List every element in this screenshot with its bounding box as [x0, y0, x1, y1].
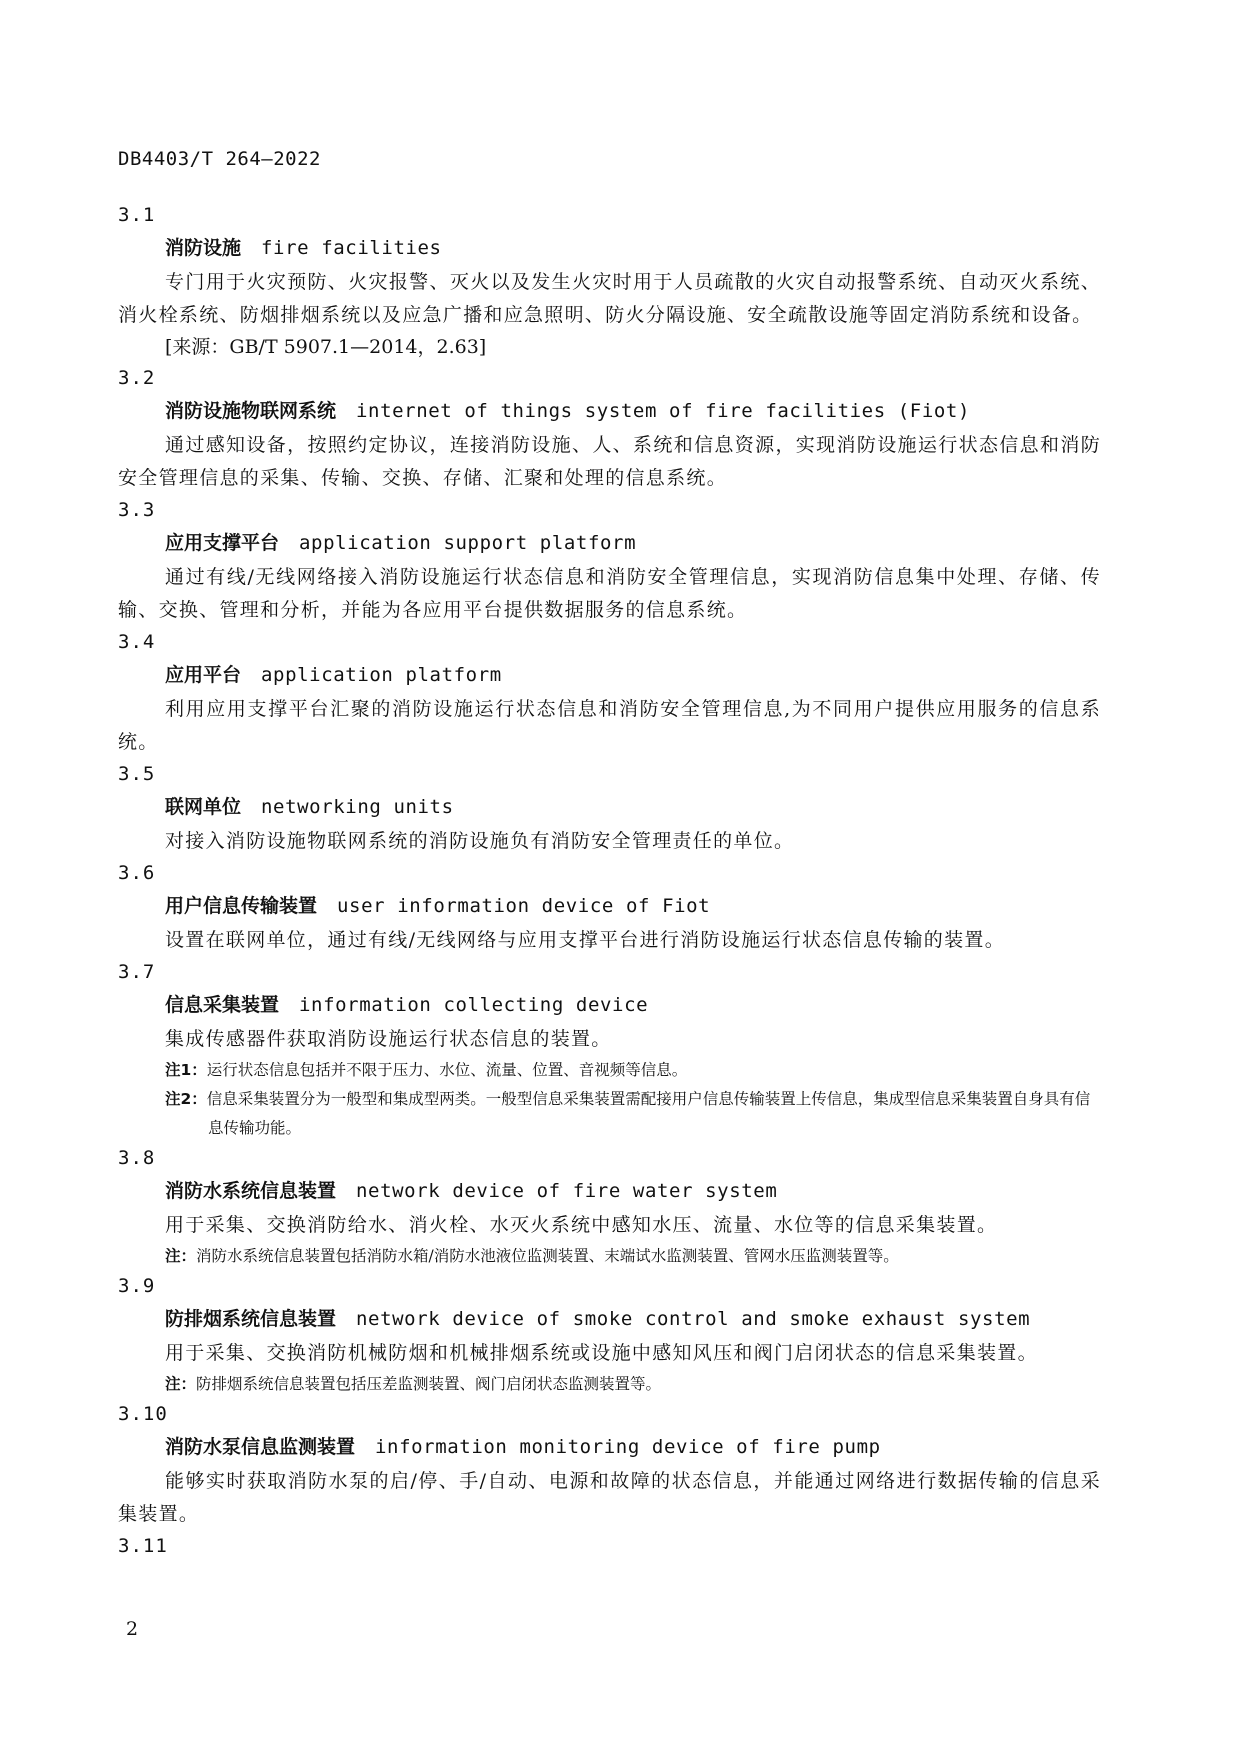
page-number: 2	[126, 1618, 139, 1640]
note-text: 信息采集装置分为一般型和集成型两类。一般型信息采集装置需配接用户信息传输装置上传信息，集成型信息采集装置自身具有信息传输功能。	[206, 1090, 1091, 1137]
term-english: application support platform	[299, 532, 637, 554]
term-chinese: 应用支撑平台	[165, 532, 280, 554]
term-english: information collecting device	[299, 994, 649, 1016]
term-english: fire facilities	[261, 237, 442, 259]
note-label: 注1：	[165, 1061, 207, 1079]
term-title	[118, 526, 1101, 561]
term-english: application platform	[261, 664, 502, 686]
term-chinese: 消防设施	[165, 237, 242, 259]
term-entry	[118, 627, 1101, 759]
term-definition: 通过感知设备，按照约定协议，连接消防设施、人、系统和信息资源，实现消防设施运行状态信息和消防安全管理信息的采集、传输、交换、存储、汇聚和处理的信息系统。	[118, 434, 1101, 489]
term-definition: 对接入消防设施物联网系统的消防设施负有消防安全管理责任的单位。	[165, 830, 795, 852]
note-label: 注2：	[165, 1090, 207, 1108]
term-english: network device of fire water system	[356, 1180, 778, 1202]
term-title	[118, 790, 1101, 825]
term-title	[118, 889, 1101, 924]
term-note	[118, 1370, 1101, 1399]
term-title	[118, 988, 1101, 1023]
clause-number: 3.2	[118, 367, 156, 389]
term-chinese: 防排烟系统信息装置	[165, 1308, 337, 1330]
term-note	[118, 1242, 1101, 1271]
clause-number: 3.5	[118, 763, 156, 785]
document-header: DB4403/T 264—2022	[118, 148, 321, 170]
term-entry	[118, 495, 1101, 627]
term-definition: 用于采集、交换消防机械防烟和机械排烟系统或设施中感知风压和阀门启闭状态的信息采集装置。	[165, 1342, 1038, 1364]
term-note	[118, 1085, 1101, 1143]
term-chinese: 消防水系统信息装置	[165, 1180, 337, 1202]
term-definition: 通过有线/无线网络接入消防设施运行状态信息和消防安全管理信息，实现消防信息集中处理、存储、传输、交换、管理和分析，并能为各应用平台提供数据服务的信息系统。	[118, 566, 1101, 621]
term-definition: 能够实时获取消防水泵的启/停、手/自动、电源和故障的状态信息，并能通过网络进行数据传输的信息采集装置。	[118, 1470, 1101, 1525]
term-english: network device of smoke control and smoke exhaust system	[356, 1308, 1031, 1330]
clause-number: 3.10	[118, 1403, 168, 1425]
note-text: 消防水系统信息装置包括消防水箱/消防水池液位监测装置、末端试水监测装置、管网水压监测装置等。	[196, 1247, 899, 1265]
clause-number: 3.4	[118, 631, 156, 653]
term-entry	[118, 957, 1101, 1143]
terms-list	[118, 200, 1101, 1562]
term-title	[118, 231, 1101, 266]
term-definition: 用于采集、交换消防给水、消火栓、水灭火系统中感知水压、流量、水位等的信息采集装置。	[165, 1214, 998, 1236]
term-entry	[118, 1271, 1101, 1399]
term-entry	[118, 1143, 1101, 1271]
term-chinese: 应用平台	[165, 664, 242, 686]
term-definition: 设置在联网单位，通过有线/无线网络与应用支撑平台进行消防设施运行状态信息传输的装置。	[165, 929, 1006, 951]
clause-number: 3.1	[118, 204, 156, 226]
term-english: internet of things system of fire facilities (Fiot)	[356, 400, 971, 422]
term-definition: 专门用于火灾预防、火灾报警、灭火以及发生火灾时用于人员疏散的火灾自动报警系统、自动灭火系统、消火栓系统、防烟排烟系统以及应急广播和应急照明、防火分隔设施、安全疏散设施等固定消防系统和设备。	[118, 271, 1101, 326]
term-english: information monitoring device of fire pump	[375, 1436, 881, 1458]
term-source: [来源：GB/T 5907.1—2014，2.63]	[165, 336, 487, 358]
term-title	[118, 658, 1101, 693]
term-chinese: 消防设施物联网系统	[165, 400, 337, 422]
term-entry	[118, 858, 1101, 957]
term-definition: 利用应用支撑平台汇聚的消防设施运行状态信息和消防安全管理信息,为不同用户提供应用服务的信息系统。	[118, 698, 1101, 753]
clause-number: 3.7	[118, 961, 156, 983]
clause-number: 3.11	[118, 1535, 168, 1557]
note-text: 防排烟系统信息装置包括压差监测装置、阀门启闭状态监测装置等。	[196, 1375, 662, 1393]
term-entry	[118, 1531, 1101, 1562]
term-title	[118, 1302, 1101, 1337]
term-english: networking units	[261, 796, 454, 818]
clause-number: 3.3	[118, 499, 156, 521]
term-chinese: 信息采集装置	[165, 994, 280, 1016]
term-title	[118, 1174, 1101, 1209]
term-title	[118, 394, 1101, 429]
term-definition: 集成传感器件获取消防设施运行状态信息的装置。	[165, 1028, 612, 1050]
clause-number: 3.9	[118, 1275, 156, 1297]
term-chinese: 用户信息传输装置	[165, 895, 318, 917]
note-text: 运行状态信息包括并不限于压力、水位、流量、位置、音视频等信息。	[206, 1061, 688, 1079]
note-label: 注：	[165, 1375, 197, 1393]
clause-number: 3.8	[118, 1147, 156, 1169]
term-title	[118, 1430, 1101, 1465]
term-entry	[118, 200, 1101, 363]
term-entry	[118, 363, 1101, 495]
term-chinese: 联网单位	[165, 796, 242, 818]
term-entry	[118, 759, 1101, 858]
term-entry	[118, 1399, 1101, 1531]
term-english: user information device of Fiot	[337, 895, 711, 917]
term-note	[118, 1056, 1101, 1085]
clause-number: 3.6	[118, 862, 156, 884]
note-label: 注：	[165, 1247, 197, 1265]
term-chinese: 消防水泵信息监测装置	[165, 1436, 356, 1458]
